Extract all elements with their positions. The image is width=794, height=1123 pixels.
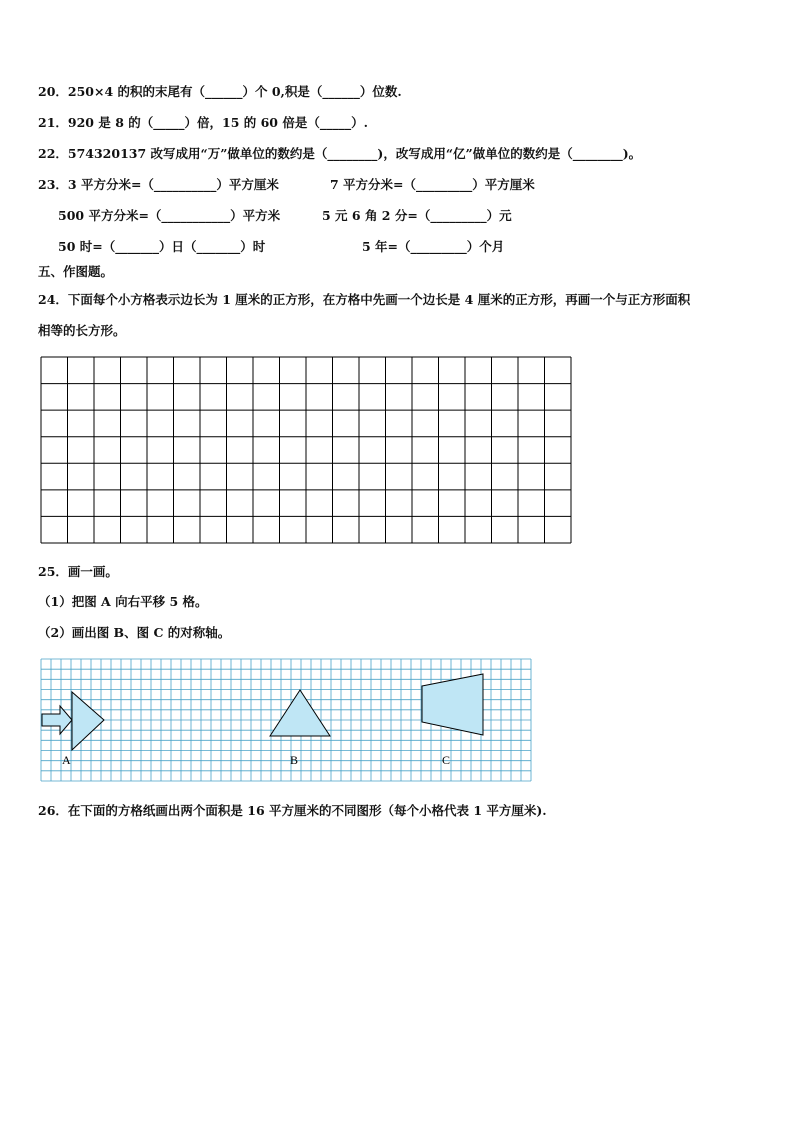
- question-22: 22．574320137 改写成用“万”做单位的数约是（________)，改写成用“亿”做单位的数约是（________)。: [38, 146, 642, 161]
- question-25-part1: （1）把图 A 向右平移 5 格。: [38, 594, 208, 609]
- question-21: 21．920 是 8 的（_____）倍，15 的 60 倍是（_____）.: [38, 115, 368, 130]
- figure-b-label: B: [290, 753, 299, 767]
- question-23-row2-a: 500 平方分米=（___________）平方米: [58, 208, 281, 223]
- question-24-line2: 相等的长方形。: [38, 323, 126, 338]
- question-25-part2: （2）画出图 B、图 C 的对称轴。: [38, 625, 231, 640]
- figure-a-label: A: [62, 753, 71, 767]
- section-5-heading: 五、作图题。: [38, 264, 114, 279]
- question-23-row3-b: 5 年=（_________）个月: [362, 239, 505, 254]
- question-23-row3-a: 50 时=（_______）日（_______）时: [58, 239, 266, 254]
- figure-c-label: C: [442, 753, 451, 767]
- question-23-row1-b: 7 平方分米=（_________）平方厘米: [330, 177, 535, 192]
- question-25-title: 25．画一画。: [38, 564, 118, 579]
- question-24-line1: 24．下面每个小方格表示边长为 1 厘米的正方形，在方格中先画一个边长是 4 厘米的正方形，再画一个与正方形面积: [38, 292, 691, 307]
- question-23-row1-a: 23．3 平方分米=（__________）平方厘米: [38, 177, 279, 192]
- square-grid-q24[interactable]: [40, 356, 572, 544]
- question-23-row2-b: 5 元 6 角 2 分=（_________）元: [322, 208, 512, 223]
- figure-grid-q25[interactable]: [40, 658, 532, 784]
- question-20: 20．250×4 的积的末尾有（______）个 0,积是（______）位数.: [38, 84, 402, 99]
- question-26: 26．在下面的方格纸画出两个面积是 16 平方厘米的不同图形（每个小格代表 1 平方厘米).: [38, 803, 547, 818]
- figure-a-triangle: [72, 692, 104, 750]
